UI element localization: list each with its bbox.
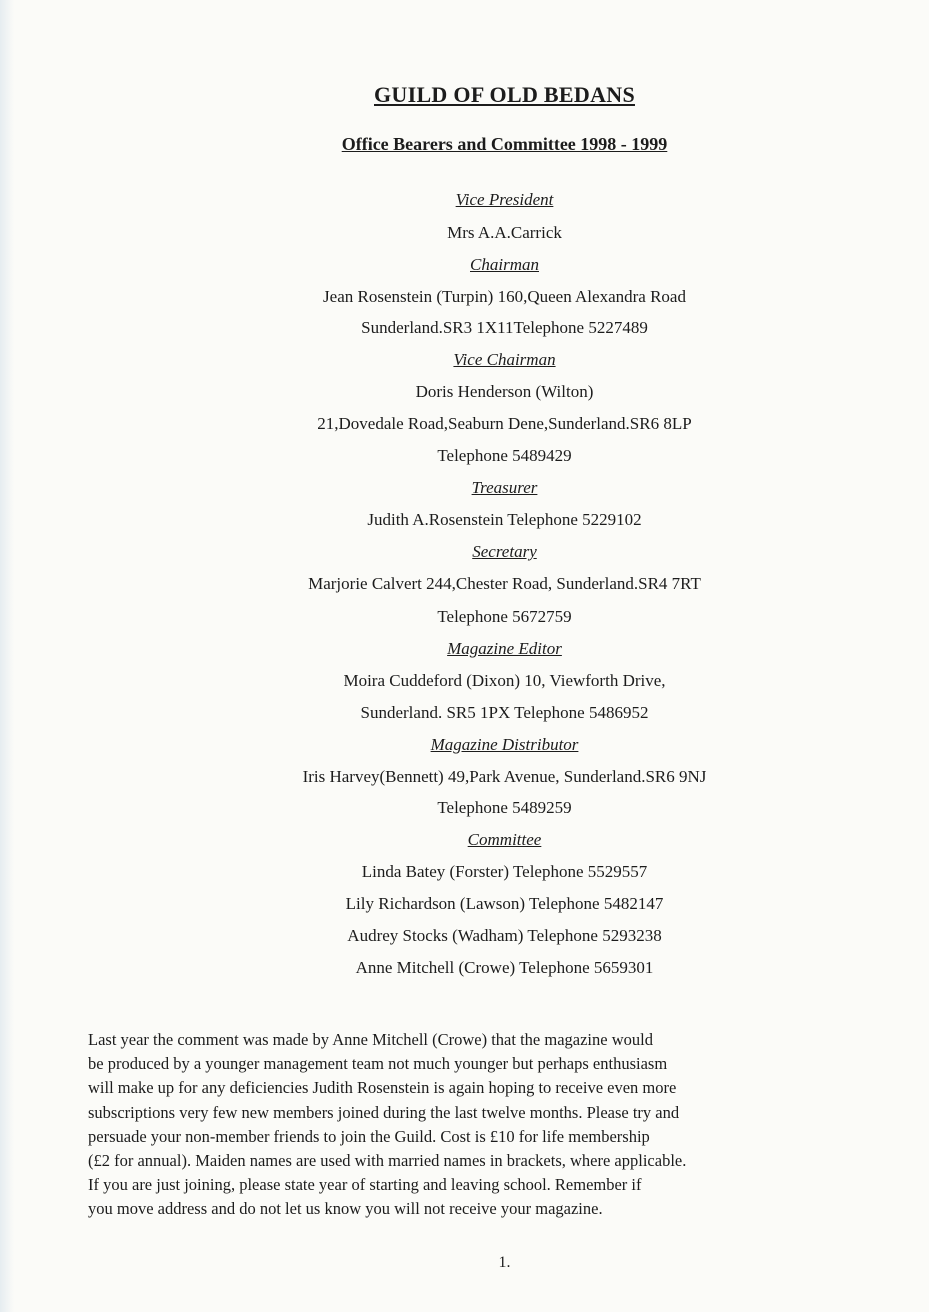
officer-line: Moira Cuddeford (Dixon) 10, Viewforth Drive, xyxy=(343,671,666,690)
officer-line: Sunderland. SR5 1PX Telephone 5486952 xyxy=(360,703,649,722)
document-title: GUILD OF OLD BEDANS xyxy=(374,82,635,107)
document-subtitle: Office Bearers and Committee 1998 - 1999 xyxy=(341,134,668,154)
paragraph-line: be produced by a younger management team not much younger but perhaps enthusiasm xyxy=(88,1054,668,1074)
role-chairman: Chairman xyxy=(470,255,539,274)
role-vice-chairman: Vice Chairman xyxy=(453,350,556,369)
paragraph-line: persuade your non-member friends to join the Guild. Cost is £10 for life membership xyxy=(88,1126,650,1146)
role-magazine-editor: Magazine Editor xyxy=(447,639,562,658)
paragraph-line: Last year the comment was made by Anne Mitchell (Crowe) that the magazine would xyxy=(88,1030,653,1049)
officer-line: Telephone 5489259 xyxy=(437,798,572,817)
role-treasurer: Treasurer xyxy=(471,478,538,497)
paragraph-line: If you are just joining, please state year of starting and leaving school. Remember if xyxy=(88,1175,642,1195)
body-paragraph xyxy=(88,1028,858,1222)
page-number: 1. xyxy=(498,1254,511,1271)
officer-line: Mrs A.A.Carrick xyxy=(447,223,562,242)
role-committee: Committee xyxy=(467,830,542,849)
committee-member: Audrey Stocks (Wadham) Telephone 5293238 xyxy=(347,926,662,945)
role-vice-president: Vice President xyxy=(455,190,554,209)
officer-line: Marjorie Calvert 244,Chester Road, Sunderland.SR4 7RT xyxy=(308,574,701,593)
paragraph-line: subscriptions very few new members joined during the last twelve months. Please try and xyxy=(88,1102,680,1122)
officer-line: Telephone 5489429 xyxy=(437,446,572,465)
paragraph-line: (£2 for annual). Maiden names are used with married names in brackets, where applicable. xyxy=(88,1151,687,1171)
officer-line: Telephone 5672759 xyxy=(437,607,572,626)
role-magazine-distributor: Magazine Distributor xyxy=(430,735,579,754)
paragraph-line: you move address and do not let us know you will not receive your magazine. xyxy=(88,1199,603,1219)
officer-line: Sunderland.SR3 1X11Telephone 5227489 xyxy=(361,318,648,337)
committee-member: Lily Richardson (Lawson) Telephone 5482147 xyxy=(345,894,664,913)
role-secretary: Secretary xyxy=(472,542,537,561)
committee-member: Linda Batey (Forster) Telephone 5529557 xyxy=(361,862,648,881)
paragraph-line: will make up for any deficiencies Judith Rosenstein is again hoping to receive even more xyxy=(88,1078,677,1098)
officer-line: Jean Rosenstein (Turpin) 160,Queen Alexandra Road xyxy=(323,287,686,306)
officer-line: Judith A.Rosenstein Telephone 5229102 xyxy=(367,510,642,529)
officer-line: Doris Henderson (Wilton) xyxy=(415,382,594,401)
officer-line: 21,Dovedale Road,Seaburn Dene,Sunderland.SR6 8LP xyxy=(317,414,692,433)
committee-member: Anne Mitchell (Crowe) Telephone 5659301 xyxy=(355,958,654,977)
officer-line: Iris Harvey(Bennett) 49,Park Avenue, Sunderland.SR6 9NJ xyxy=(302,767,707,786)
